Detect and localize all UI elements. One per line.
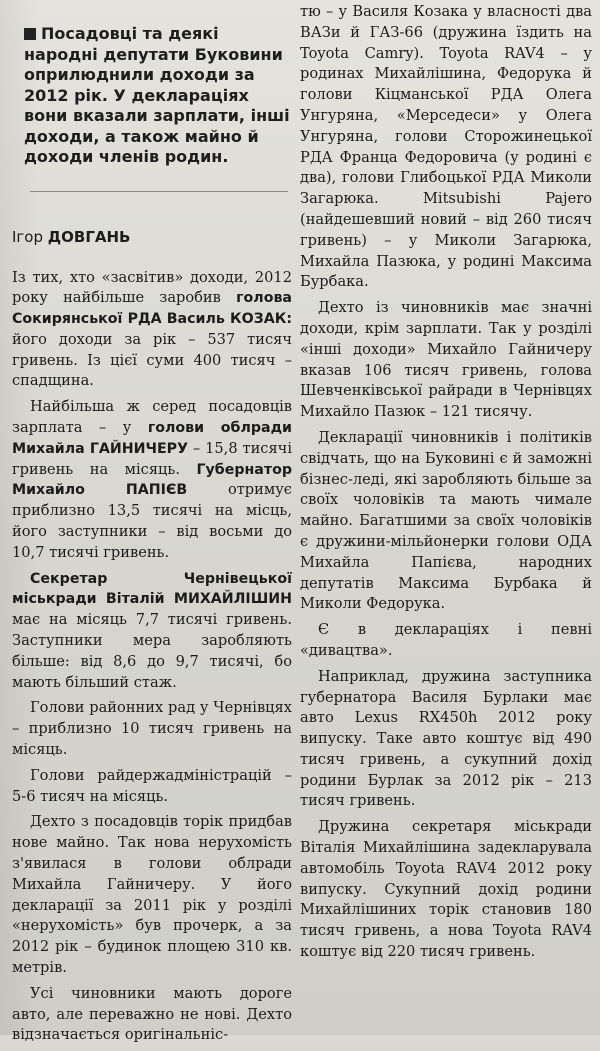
- paragraph: Найбільша ж серед посадовців зарплата – у голови облради Михайла ГАЙНИЧЕРУ – 15,8 тисячі гривень на місяць. Губернатор Михайло ПАПІЄВ отримує приблизно 13,5 тисячі на місць, його заступники – від восьми до 10,7 тисячі гривень.: [12, 398, 292, 561]
- paragraph: Голови райдержадміністрацій – 5-6 тисяч на місяць.: [12, 766, 292, 805]
- paragraph: Усі чиновники мають дороге авто, але переважно не нові. Дехто відзначається оригінальніс-: [12, 984, 292, 1044]
- author-last-name: ДОВГАНЬ: [47, 227, 131, 246]
- paragraph: Наприклад, дружина заступника губернатора Василя Бурлаки має авто Lexus RX450h 2012 року випуску. Таке авто коштує від 490 тисяч гривень, а сукупний дохід родини Бурлак за 2012 рік – 213 тисяч гривень.: [300, 667, 592, 810]
- left-column: [12, 0, 292, 1051]
- bullet-square-icon: [24, 28, 36, 40]
- bold-name: голова Сокирянської РДА Василь КОЗАК:: [12, 290, 292, 328]
- left-body: [12, 268, 292, 1047]
- author-first-name: Ігор: [12, 227, 44, 246]
- paragraph: Декларації чиновників і політиків свідчать, що на Буковині є й заможні бізнес-леді, які заробляють більше за своїх чоловіків та мають чимале майно. Багатшими за своїх чоловіків є дружини-мільйонерки голови ОДА Михайла Папієва, народних депутатів Максима Бурбака й Миколи Федорука.: [300, 428, 592, 613]
- paragraph: Є в деклараціях і певні «дивацтва».: [300, 621, 592, 659]
- byline: [12, 228, 292, 246]
- bold-name: Губернатор Михайло ПАПІЄВ: [12, 461, 292, 499]
- article-lead: [24, 24, 292, 168]
- paragraph: Дружина секретаря міськради Віталія Михайлішина задекларувала автомобіль Toyota RAV4 2012 року випуску. Сукупний дохід родини Михайлішиних торік становив 180 тисяч гривень, а нова Toyota RAV4 коштує від 220 тисяч гривень.: [300, 818, 592, 961]
- bold-name: Секретар Чернівецької міськради Віталій МИХАЙЛІШИН: [12, 570, 292, 608]
- divider-line: [30, 191, 288, 192]
- paragraph: тю – у Василя Козака у власності два ВАЗи й ГАЗ-66 (дружина їздить на Toyota Camry). Toyota RAV4 – у родинах Михайлішина, Федорука й голови Кіцманської РДА Олега Унгуряна, «Мерседеси» у Олега Унгуряна, голови Сторожинецької РДА Франца Федоровича (у родині є два), голови Глибоцької РДА Миколи Загарюка. Mitsubishi Pajero (найдешевший новий – від 260 тисяч гривень) – у Миколи Загарюка, Михайла Пазюка, у родині Максима Бурбака.: [300, 3, 592, 291]
- right-column: [300, 0, 592, 968]
- bold-name: голови облради Михайла ГАЙНИЧЕРУ: [12, 420, 292, 457]
- paragraph: Дехто з посадовців торік придбав нове майно. Так нова нерухомість з'явилася в голови облради Михайла Гайничеру. У його декларації за 2011 рік у розділі «нерухомість» був прочерк, а за 2012 рік – будинок площею 310 кв. метрів.: [12, 813, 292, 976]
- paragraph: Дехто із чиновників має значні доходи, крім зарплати. Так у розділі «інші доходи» Михайло Гайничеру вказав 106 тисяч гривень, голова Шевченківської райради в Чернівцях Михайло Пазюк – 121 тисячу.: [300, 299, 592, 421]
- paragraph: Голови районних рад у Чернівцях – приблизно 10 тисяч гривень на місяць.: [12, 699, 292, 759]
- right-body: [300, 2, 592, 963]
- paragraph: Із тих, хто «засвітив» доходи, 2012 року найбільше заробив голова Сокирянської РДА Василь КОЗАК: його доходи за рік – 537 тисяч гривень. Із цієї суми 400 тисяч – спадщина.: [12, 268, 292, 390]
- paragraph: Секретар Чернівецької міськради Віталій МИХАЙЛІШИН має на місяць 7,7 тисячі гривень. Заступники мера заробляють більше: від 8,6 до 9,7 тисячі, бо мають більший стаж.: [12, 570, 292, 691]
- lead-text: Посадовці та деякі народні депутати Буковини оприлюднили доходи за 2012 рік. У деклараціях вони вказали зарплати, інші доходи, а також майно й доходи членів родин.: [24, 24, 290, 166]
